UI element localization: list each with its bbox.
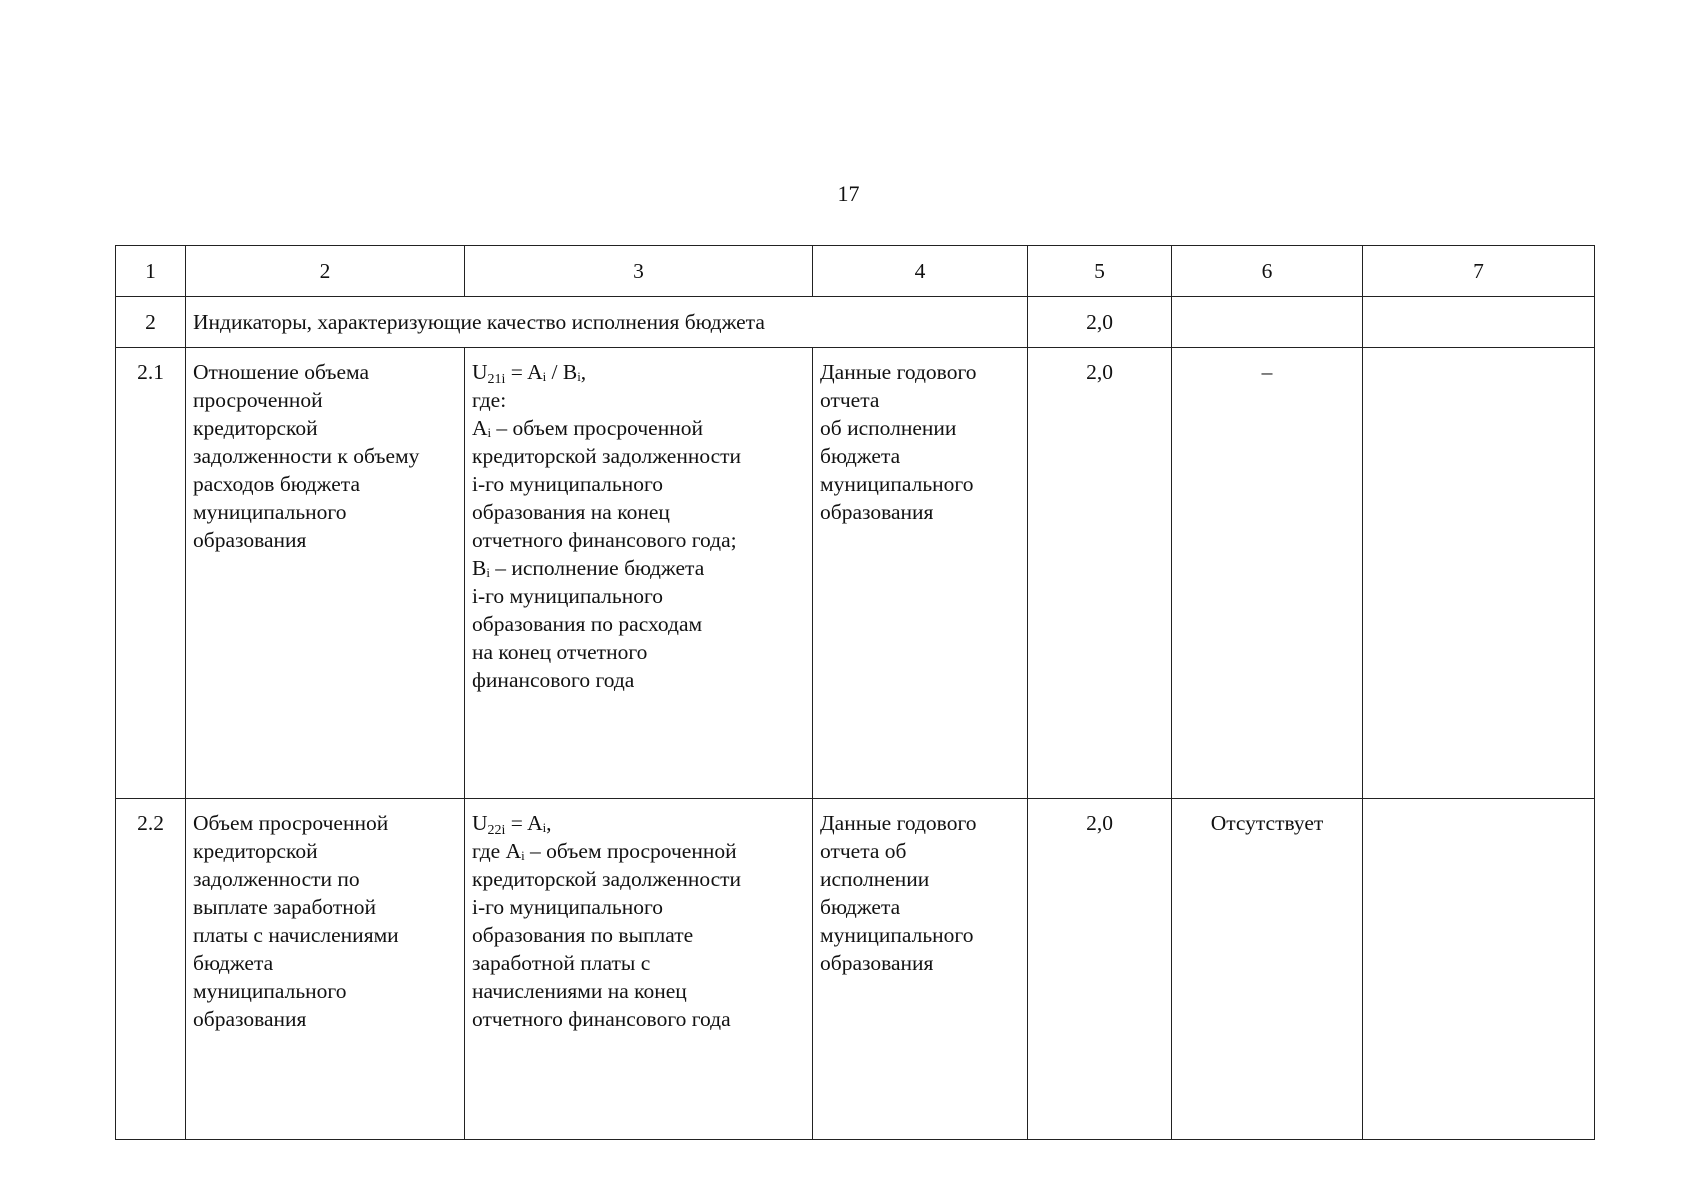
- column-6-value: Отсутствует: [1172, 799, 1363, 1140]
- text-line: где:: [472, 388, 507, 412]
- header-cell: 4: [813, 246, 1028, 297]
- table-row: [116, 799, 1595, 1140]
- indicator-name: [186, 799, 465, 1140]
- text-line: отчетного финансового года;: [472, 528, 737, 552]
- text-line: Объем просроченной: [193, 811, 389, 835]
- weight-value: 2,0: [1028, 799, 1172, 1140]
- page-number: 17: [837, 181, 860, 206]
- formula-subscript: 21i: [487, 372, 506, 387]
- text-line: начислениями на конец: [472, 979, 687, 1003]
- text-line: платы с начислениями: [193, 923, 399, 947]
- text-line: муниципального: [820, 472, 974, 496]
- text-line: образования на конец: [472, 500, 670, 524]
- text-line: бюджета: [820, 895, 901, 919]
- text-line: отчета об: [820, 839, 907, 863]
- section-row: [116, 297, 1595, 348]
- text-line: кредиторской: [193, 416, 318, 440]
- formula-cell: [465, 348, 813, 799]
- formula: [472, 809, 805, 837]
- section-col7: [1363, 297, 1595, 348]
- data-source: [813, 799, 1028, 1140]
- text-line: образования: [193, 528, 307, 552]
- header-cell: 7: [1363, 246, 1595, 297]
- indicator-name: [186, 348, 465, 799]
- text-line: задолженности к объему: [193, 444, 420, 468]
- header-cell: 6: [1172, 246, 1363, 297]
- table-header-row: [116, 246, 1595, 297]
- header-cell: 2: [186, 246, 465, 297]
- table-row: [116, 348, 1595, 799]
- text-line: Aᵢ – объем просроченной: [472, 416, 703, 440]
- text-line: образования по выплате: [472, 923, 694, 947]
- text-line: заработной платы с: [472, 951, 651, 975]
- section-number: 2: [116, 297, 186, 348]
- section-col6: [1172, 297, 1363, 348]
- text-line: муниципального: [820, 923, 974, 947]
- text-line: об исполнении: [820, 416, 957, 440]
- text-line: исполнении: [820, 867, 930, 891]
- text-line: образования: [193, 1007, 307, 1031]
- section-weight: 2,0: [1028, 297, 1172, 348]
- text-line: где Aᵢ – объем просроченной: [472, 839, 737, 863]
- text-line: кредиторской задолженности: [472, 867, 742, 891]
- text-line: просроченной: [193, 388, 323, 412]
- text-line: бюджета: [820, 444, 901, 468]
- text-line: образования: [820, 951, 934, 975]
- text-line: муниципального: [193, 979, 347, 1003]
- text-line: отчета: [820, 388, 880, 412]
- formula-expression: = Aᵢ,: [505, 811, 552, 835]
- text-line: на конец отчетного: [472, 640, 648, 664]
- formula-symbol: U: [472, 811, 488, 835]
- text-line: кредиторской: [193, 839, 318, 863]
- text-line: финансового года: [472, 668, 635, 692]
- header-cell: 3: [465, 246, 813, 297]
- formula-subscript: 22i: [487, 823, 506, 838]
- text-line: выплате заработной: [193, 895, 377, 919]
- formula-cell: [465, 799, 813, 1140]
- data-source: [813, 348, 1028, 799]
- text-line: образования: [820, 500, 934, 524]
- text-line: бюджета: [193, 951, 274, 975]
- indicators-table: [115, 245, 1595, 1140]
- text-line: муниципального: [193, 500, 347, 524]
- text-line: i-го муниципального: [472, 895, 663, 919]
- formula: [472, 358, 805, 386]
- text-line: Данные годового: [820, 811, 977, 835]
- column-7-value: [1363, 348, 1595, 799]
- section-title: Индикаторы, характеризующие качество исполнения бюджета: [186, 297, 1028, 348]
- text-line: задолженности по: [193, 867, 360, 891]
- text-line: Данные годового: [820, 360, 977, 384]
- text-line: кредиторской задолженности: [472, 444, 742, 468]
- text-line: i-го муниципального: [472, 472, 663, 496]
- text-line: образования по расходам: [472, 612, 703, 636]
- text-line: расходов бюджета: [193, 472, 360, 496]
- row-number: 2.2: [116, 799, 186, 1140]
- text-line: Bᵢ – исполнение бюджета: [472, 556, 705, 580]
- formula-expression: = Aᵢ / Bᵢ,: [505, 360, 587, 384]
- text-line: i-го муниципального: [472, 584, 663, 608]
- row-number: 2.1: [116, 348, 186, 799]
- column-6-value: –: [1172, 348, 1363, 799]
- text-line: Отношение объема: [193, 360, 370, 384]
- formula-symbol: U: [472, 360, 488, 384]
- weight-value: 2,0: [1028, 348, 1172, 799]
- column-7-value: [1363, 799, 1595, 1140]
- header-cell: 1: [116, 246, 186, 297]
- text-line: отчетного финансового года: [472, 1007, 731, 1031]
- header-cell: 5: [1028, 246, 1172, 297]
